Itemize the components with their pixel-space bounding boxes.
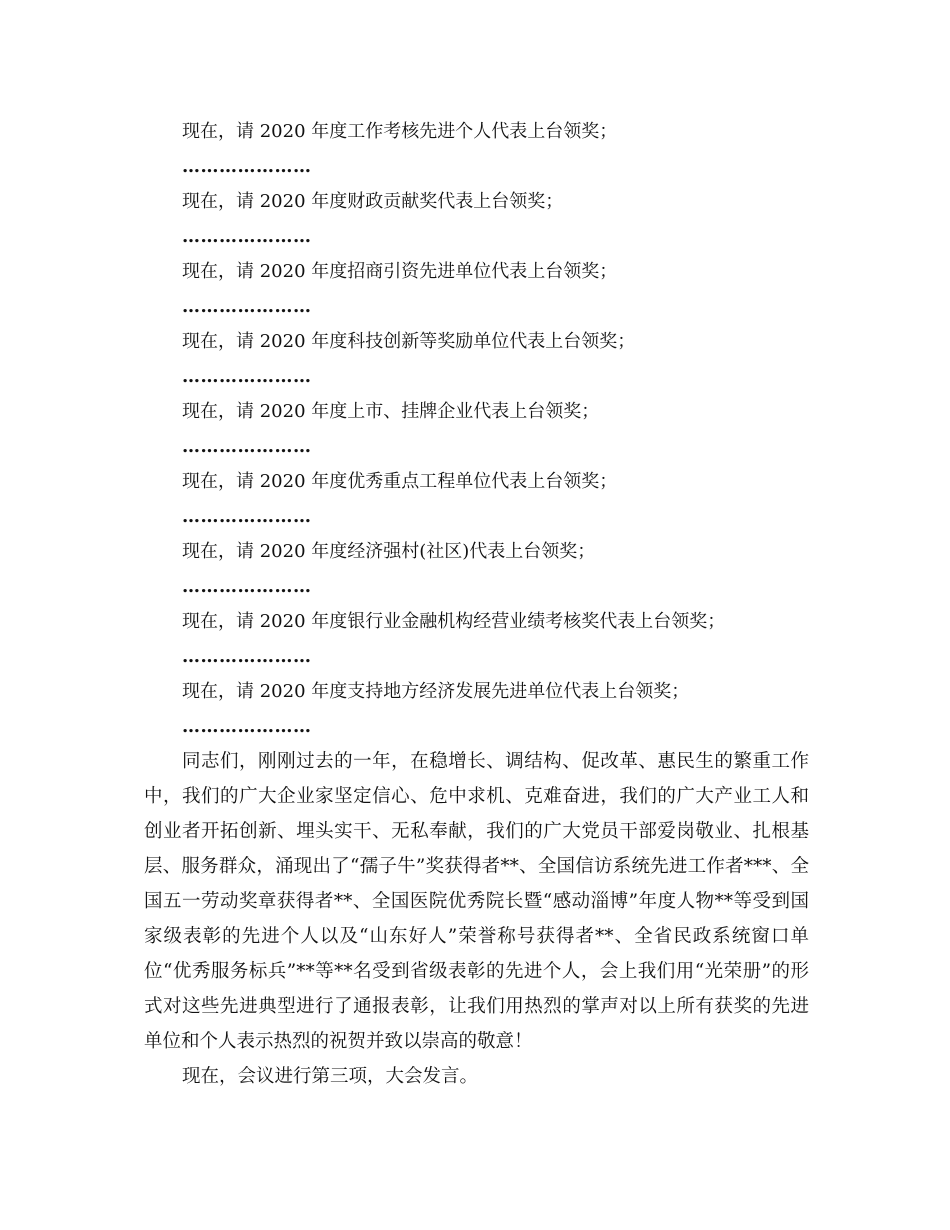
ellipsis-line-3: ………………… <box>182 296 312 317</box>
congratulation-paragraph: 同志们，刚刚过去的一年，在稳增长、调结构、促改革、惠民生的繁重工作中，我们的广大企业家坚定信心、危中求机、克难奋进，我们的广大产业工人和创业者开拓创新、埋头实干、无私奉献，我们的广大党员干部爱岗敬业、扎根基层、服务群众，涌现出了“孺子牛”奖获得者**、全国信访系统先进工作者***、全国五一劳动奖章获得者**、全国医院优秀院长暨“感动淄博”年度人物**等受到国家级表彰的先进个人以及“山东好人”荣誉称号获得者**、全省民政系统窗口单位“优秀服务标兵”**等**名受到省级表彰的先进个人，会上我们用“光荣册”的形式对这些先进典型进行了通报表彰，让我们用热烈的掌声对以上所有获奖的先进单位和个人表示热烈的祝贺并致以崇高的敬意！ <box>144 751 809 1052</box>
award-line-9: 现在，请 2020 年度支持地方经济发展先进单位代表上台领奖； <box>182 681 690 702</box>
ellipsis-line-2: ………………… <box>182 226 312 247</box>
award-line-2: 现在，请 2020 年度财政贡献奖代表上台领奖； <box>182 191 564 212</box>
award-line-7: 现在，请 2020 年度经济强村(社区)代表上台领奖； <box>182 541 596 562</box>
award-line-4: 现在，请 2020 年度科技创新等奖励单位代表上台领奖； <box>182 331 636 352</box>
ellipsis-line-7: ………………… <box>182 576 312 597</box>
award-line-5: 现在，请 2020 年度上市、挂牌企业代表上台领奖； <box>182 401 600 422</box>
ellipsis-line-9: ………………… <box>182 716 312 737</box>
ellipsis-line-8: ………………… <box>182 646 312 667</box>
award-line-1: 现在，请 2020 年度工作考核先进个人代表上台领奖； <box>182 121 618 142</box>
document-body <box>144 114 809 1094</box>
ellipsis-line-5: ………………… <box>182 436 312 457</box>
award-line-6: 现在，请 2020 年度优秀重点工程单位代表上台领奖； <box>182 471 618 492</box>
ellipsis-line-4: ………………… <box>182 366 312 387</box>
agenda-paragraph: 现在，会议进行第三项，大会发言。 <box>182 1066 479 1087</box>
ellipsis-line-6: ………………… <box>182 506 312 527</box>
ellipsis-line-1: ………………… <box>182 156 312 177</box>
award-line-3: 现在，请 2020 年度招商引资先进单位代表上台领奖； <box>182 261 618 282</box>
award-line-8: 现在，请 2020 年度银行业金融机构经营业绩考核奖代表上台领奖； <box>182 611 726 632</box>
